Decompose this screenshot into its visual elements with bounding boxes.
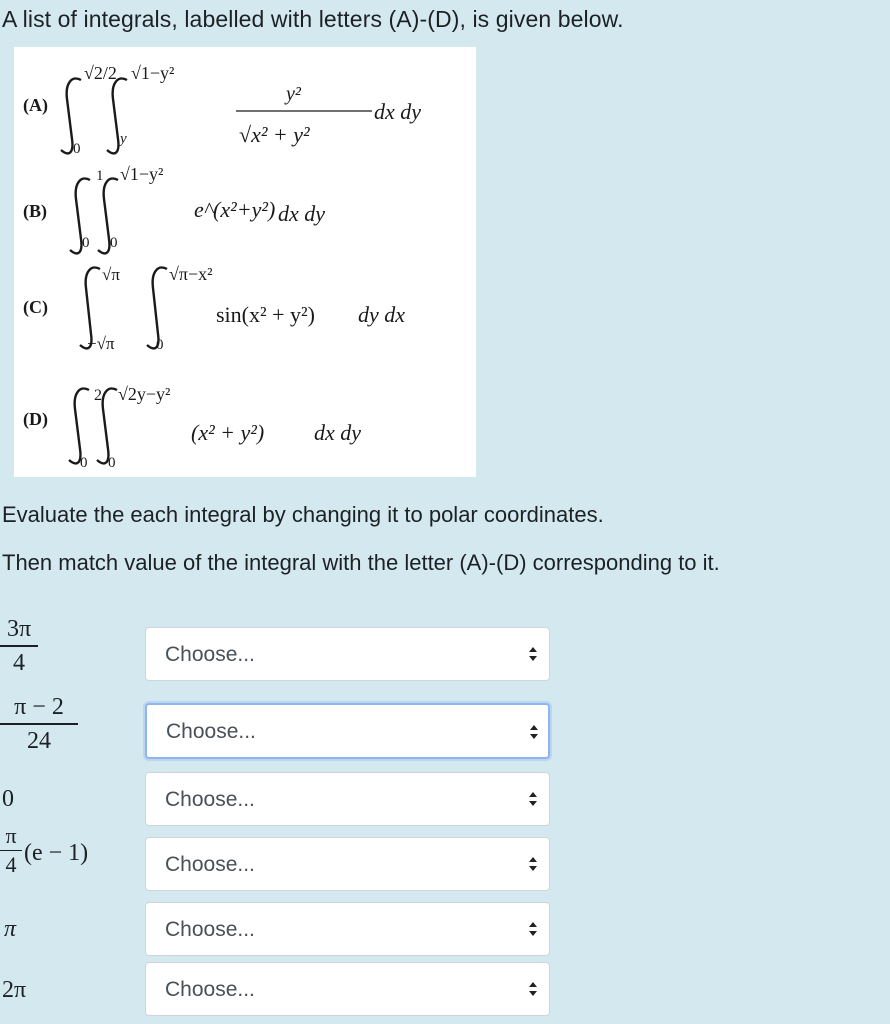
c-inner-lower: 0 [156,337,164,353]
answer-value-6 [2,977,26,1004]
fraction-numerator: 3π [6,616,32,642]
a-outer-upper: √2/2 [84,63,117,83]
b-outer-upper: 1 [96,168,104,184]
select-arrows-icon [528,852,538,876]
a-integrand-numerator: y² [286,83,301,105]
select-value: Choose... [165,978,255,1001]
a-integrand-denominator: √x² + y² [239,122,310,147]
fraction-denominator: 24 [27,728,51,754]
match-select-5[interactable] [145,902,550,956]
c-inner-upper: √π−x² [169,264,213,284]
fraction-denominator: 4 [13,650,25,676]
b-differentials: dx dy [278,201,326,226]
label-b: (B) [23,201,47,221]
match-select-3[interactable] [145,772,550,826]
match-select-6[interactable] [145,962,550,1016]
select-arrows-icon [528,642,538,666]
c-integrand: sin(x² + y²) [216,302,315,327]
match-select-4[interactable] [145,837,550,891]
d-inner-upper: √2y−y² [118,384,171,404]
answer-multiplier: (e − 1) [24,840,89,866]
a-differentials: dx dy [374,99,422,124]
fraction-bar [0,645,38,647]
instruction-match: Then match value of the integral with the letter (A)-(D) corresponding to it. [2,550,720,575]
label-d: (D) [23,409,48,429]
match-select-2[interactable] [145,703,550,759]
b-integrand: e^(x²+y²) [194,197,276,222]
d-outer-lower: 0 [80,455,88,471]
c-outer-upper: √π [102,265,120,284]
a-inner-lower: y [120,131,127,147]
fraction-numerator: π − 2 [14,694,64,720]
question-intro: A list of integrals, labelled with letters (A)-(D), is given below. [2,6,624,32]
select-value: Choose... [166,720,256,743]
fraction-bar [0,723,78,725]
d-differentials: dx dy [314,420,362,445]
instruction-evaluate: Evaluate the each integral by changing it to polar coordinates. [2,502,604,527]
label-a: (A) [23,95,48,115]
integral-sign-icon [69,389,89,464]
c-outer-lower: −√π [87,334,115,353]
b-inner-lower: 0 [110,235,118,251]
answer-value-5: π [4,916,17,942]
d-inner-lower: 0 [108,455,116,471]
select-value: Choose... [165,918,255,941]
d-integrand: (x² + y²) [191,420,265,445]
fraction-denominator: 4 [5,852,17,877]
b-outer-lower: 0 [82,235,90,251]
fraction-numerator: π [5,823,17,848]
select-arrows-icon [528,787,538,811]
answer-text: 2π [2,977,27,1003]
b-inner-upper: √1−y² [120,164,164,184]
answer-value-1 [0,614,38,678]
answer-value-4 [0,823,130,883]
select-value: Choose... [165,853,255,876]
select-value: Choose... [165,788,255,811]
a-outer-lower: 0 [73,141,81,157]
select-arrows-icon [528,977,538,1001]
select-arrows-icon [528,917,538,941]
answer-value-3: 0 [2,786,14,812]
select-value: Choose... [165,643,255,666]
match-select-1[interactable] [145,627,550,681]
answer-value-2 [0,692,78,756]
label-c: (C) [23,297,48,317]
select-arrows-icon [529,720,539,744]
c-differentials: dy dx [358,302,406,327]
d-outer-upper: 2 [94,387,102,404]
a-inner-upper: √1−y² [131,63,175,83]
fraction-bar [0,850,22,851]
integrals-image [14,47,476,477]
